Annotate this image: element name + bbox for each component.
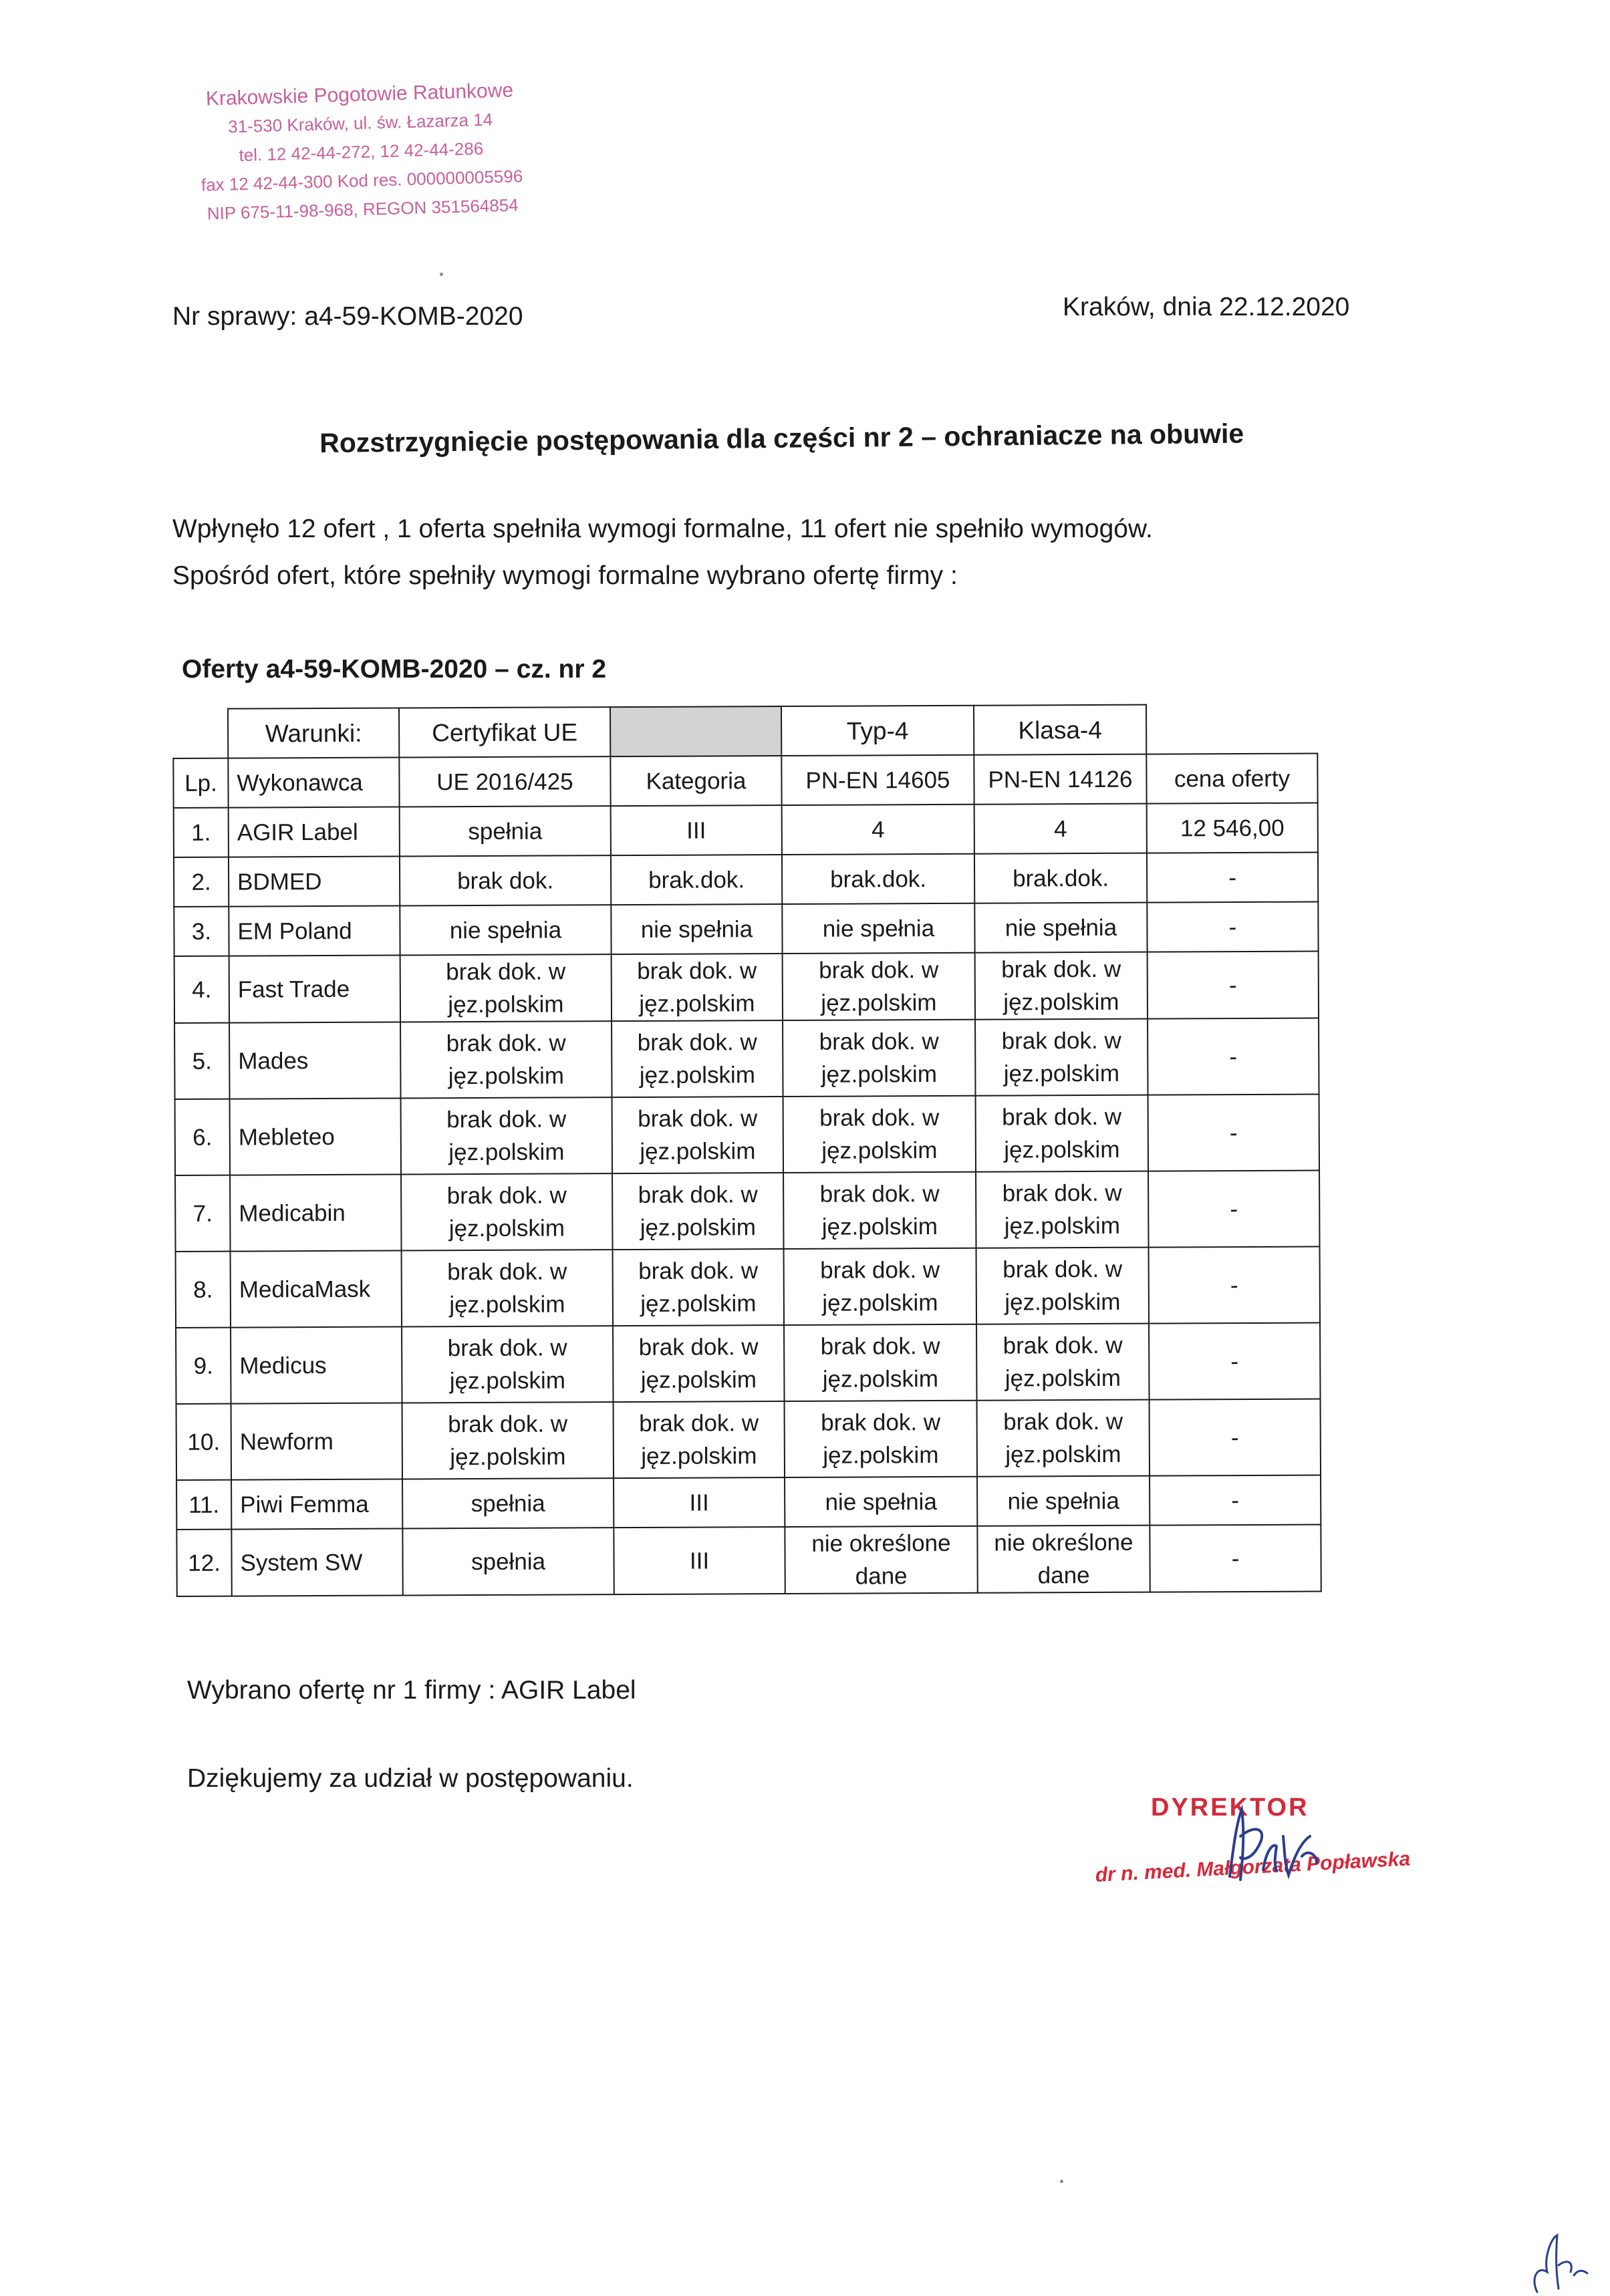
- lp-cell: 8.: [176, 1252, 231, 1328]
- ue-header: UE 2016/425: [399, 756, 610, 807]
- category-cell: brak dok. w jęz.polskim: [612, 954, 783, 1021]
- category-cell: brak dok. w jęz.polskim: [612, 1173, 783, 1250]
- ue-cell: brak dok. w jęz.polskim: [402, 1402, 614, 1479]
- table-row: [176, 1399, 1321, 1480]
- lp-cell: 3.: [174, 907, 229, 956]
- lp-cell: 4.: [174, 956, 229, 1023]
- lp-cell: 9.: [176, 1328, 231, 1404]
- class-cell: nie określone dane: [977, 1526, 1150, 1593]
- empty-cell: [173, 709, 228, 758]
- contractor-cell: AGIR Label: [229, 807, 400, 857]
- table-row: [174, 803, 1318, 857]
- type-header: Typ-4: [781, 706, 974, 756]
- ue-cell: brak dok. w jęz.polskim: [402, 1250, 613, 1326]
- lp-cell: 2.: [174, 857, 229, 907]
- ue-cell: spełnia: [402, 1478, 614, 1528]
- stamp-line: tel. 12 42-44-272, 12 42-44-286: [239, 138, 484, 166]
- conditions-header: Warunki:: [228, 708, 399, 758]
- class-cell: brak dok. w jęz.polskim: [976, 1324, 1149, 1401]
- contractor-cell: Newform: [231, 1403, 402, 1480]
- document-date: Kraków, dnia 22.12.2020: [1063, 293, 1350, 321]
- table-row: [175, 1095, 1319, 1175]
- pn-type-header: PN-EN 14605: [781, 755, 974, 805]
- type-cell: brak.dok.: [782, 854, 974, 904]
- price-cell: 12 546,00: [1147, 803, 1318, 853]
- contractor-cell: EM Poland: [229, 906, 400, 956]
- category-header: Kategoria: [610, 756, 781, 806]
- stamp-line: Krakowskie Pogotowie Ratunkowe: [205, 79, 514, 110]
- type-cell: brak dok. w jęz.polskim: [783, 953, 975, 1020]
- price-cell: -: [1148, 1018, 1319, 1095]
- price-cell: -: [1148, 1095, 1319, 1171]
- director-stamp-name: dr n. med. Małgorzata Popławska: [1095, 1848, 1411, 1886]
- contractor-cell: Medicus: [231, 1327, 402, 1404]
- ue-cell: brak dok. w jęz.polskim: [401, 1097, 612, 1174]
- class-cell: brak dok. w jęz.polskim: [975, 952, 1148, 1020]
- stamp-line: NIP 675-11-98-968, REGON 351564854: [207, 194, 519, 224]
- category-cell: III: [614, 1477, 785, 1528]
- handwritten-signature: [1210, 1796, 1323, 1896]
- table-row: [176, 1323, 1320, 1404]
- type-cell: brak dok. w jęz.polskim: [783, 1172, 976, 1249]
- price-cell: -: [1150, 1525, 1321, 1592]
- ue-cell: brak dok.: [400, 855, 611, 905]
- selected-offer-note: Wybrano ofertę nr 1 firmy : AGIR Label: [187, 1676, 636, 1705]
- table-caption: Oferty a4-59-KOMB-2020 – cz. nr 2: [182, 655, 607, 684]
- price-cell: -: [1150, 1399, 1321, 1476]
- contractor-cell: Medicabin: [230, 1175, 401, 1252]
- category-cell: brak dok. w jęz.polskim: [613, 1249, 784, 1326]
- type-cell: brak dok. w jęz.polskim: [784, 1324, 976, 1401]
- category-cell: III: [614, 1527, 785, 1594]
- ue-cell: brak dok. w jęz.polskim: [400, 1021, 612, 1098]
- price-cell: -: [1148, 952, 1319, 1019]
- contractor-cell: System SW: [231, 1529, 402, 1596]
- stamp-line: fax 12 42-44-300 Kod res. 000000005596: [200, 166, 523, 195]
- class-cell: nie spełnia: [974, 903, 1147, 953]
- lp-cell: 12.: [176, 1530, 231, 1596]
- contractor-cell: Fast Trade: [229, 956, 400, 1023]
- category-cell: brak dok. w jęz.polskim: [613, 1325, 784, 1402]
- empty-cell: [1146, 704, 1317, 754]
- institution-stamp: [170, 75, 552, 229]
- scan-speck: [440, 273, 443, 276]
- ue-cell: nie spełnia: [400, 905, 611, 955]
- type-cell: brak dok. w jęz.polskim: [783, 1020, 975, 1097]
- class-header: Klasa-4: [974, 705, 1146, 755]
- case-number: Nr sprawy: a4-59-KOMB-2020: [172, 302, 523, 331]
- table-top-header-row: [173, 704, 1317, 758]
- ue-cell: spełnia: [402, 1528, 614, 1595]
- lp-cell: 1.: [174, 808, 229, 857]
- type-cell: nie spełnia: [785, 1477, 977, 1527]
- type-cell: 4: [782, 805, 974, 855]
- price-cell: -: [1150, 1475, 1321, 1526]
- type-cell: brak dok. w jęz.polskim: [783, 1096, 976, 1173]
- price-cell: -: [1147, 902, 1318, 952]
- redacted-header-cell: [610, 706, 781, 756]
- price-header: cena oferty: [1146, 754, 1317, 804]
- scan-speck: [1060, 2180, 1063, 2183]
- category-cell: brak dok. w jęz.polskim: [612, 1097, 783, 1173]
- price-cell: -: [1149, 1323, 1320, 1400]
- lp-cell: 7.: [175, 1175, 230, 1252]
- stamp-line: 31-530 Kraków, ul. św. Łazarza 14: [227, 109, 493, 137]
- class-cell: brak.dok.: [974, 853, 1147, 903]
- table-row: [175, 1171, 1319, 1252]
- class-cell: nie spełnia: [977, 1476, 1150, 1526]
- type-cell: nie spełnia: [782, 903, 974, 954]
- price-cell: -: [1147, 853, 1318, 903]
- type-cell: brak dok. w jęz.polskim: [785, 1401, 977, 1477]
- table-row: [176, 1247, 1320, 1328]
- contractor-cell: MedicaMask: [231, 1251, 402, 1328]
- lp-header: Lp.: [173, 758, 228, 808]
- intro-line: Spośród ofert, które spełniły wymogi formalne wybrano ofertę firmy :: [172, 561, 958, 590]
- contractor-cell: BDMED: [229, 857, 400, 907]
- price-cell: -: [1148, 1171, 1319, 1248]
- cert-ue-header: Certyfikat UE: [399, 707, 610, 757]
- intro-line: Wpłynęło 12 ofert , 1 oferta spełniła wymogi formalne, 11 ofert nie spełniło wymogów.: [172, 515, 1153, 543]
- contractor-cell: Piwi Femma: [231, 1479, 402, 1530]
- category-cell: nie spełnia: [611, 904, 782, 954]
- table-row: [174, 1018, 1319, 1099]
- contractor-cell: Mades: [229, 1022, 400, 1099]
- category-cell: brak dok. w jęz.polskim: [612, 1020, 783, 1097]
- class-cell: brak dok. w jęz.polskim: [975, 1019, 1148, 1096]
- lp-cell: 11.: [176, 1480, 231, 1530]
- handwritten-initials: [1517, 2225, 1591, 2296]
- lp-cell: 6.: [175, 1099, 230, 1175]
- price-cell: -: [1149, 1247, 1320, 1324]
- class-cell: brak dok. w jęz.polskim: [976, 1248, 1149, 1324]
- category-cell: brak dok. w jęz.polskim: [614, 1401, 785, 1478]
- lp-cell: 5.: [174, 1023, 229, 1099]
- table-row: [174, 853, 1318, 907]
- class-cell: brak dok. w jęz.polskim: [977, 1400, 1150, 1477]
- ue-cell: brak dok. w jęz.polskim: [400, 954, 612, 1022]
- director-stamp-role: DYREKTOR: [1151, 1793, 1309, 1822]
- ue-cell: brak dok. w jęz.polskim: [401, 1173, 612, 1250]
- table-row: [176, 1525, 1321, 1596]
- contractor-cell: Mebleteo: [230, 1099, 401, 1175]
- lp-cell: 10.: [176, 1404, 231, 1480]
- table-row: [174, 902, 1318, 956]
- table-row: [174, 952, 1319, 1023]
- category-cell: III: [611, 805, 782, 855]
- document-title: Rozstrzygnięcie postępowania dla części nr 2 – ochraniacze na obuwie: [319, 418, 1244, 458]
- type-cell: brak dok. w jęz.polskim: [784, 1248, 976, 1325]
- pn-class-header: PN-EN 14126: [974, 754, 1146, 805]
- ue-cell: spełnia: [400, 806, 611, 856]
- class-cell: 4: [974, 804, 1147, 854]
- ue-cell: brak dok. w jęz.polskim: [402, 1326, 613, 1403]
- type-cell: nie określone dane: [785, 1526, 977, 1594]
- category-cell: brak.dok.: [611, 855, 782, 905]
- table-header-row: [173, 754, 1317, 808]
- contractor-header: Wykonawca: [228, 758, 399, 808]
- offers-table: [172, 704, 1322, 1597]
- thanks-note: Dziękujemy za udział w postępowaniu.: [187, 1764, 634, 1793]
- class-cell: brak dok. w jęz.polskim: [976, 1171, 1148, 1248]
- table-row: [176, 1475, 1321, 1530]
- class-cell: brak dok. w jęz.polskim: [976, 1095, 1148, 1172]
